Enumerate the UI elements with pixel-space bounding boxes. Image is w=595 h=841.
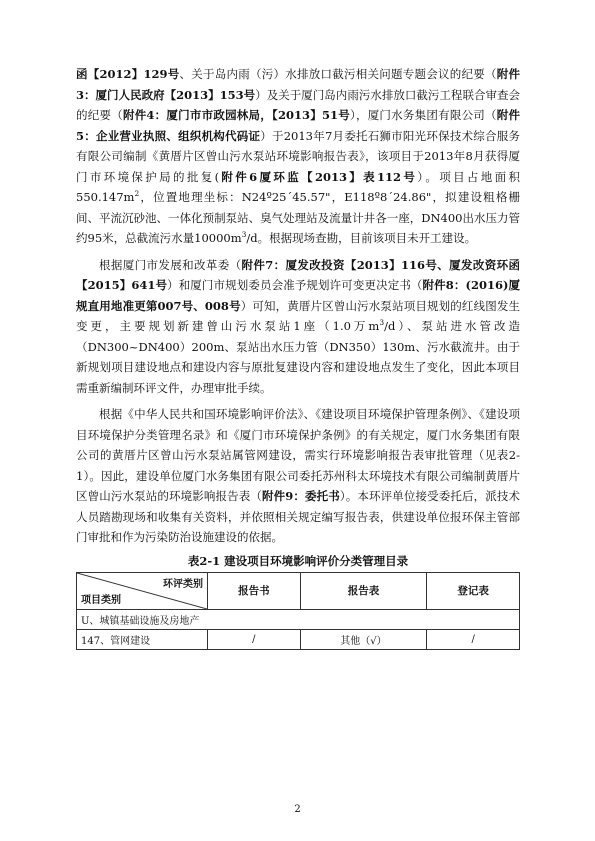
- attachment-9-ref: 附件9：委托书: [262, 489, 340, 503]
- text: 根据《中华人民共和国环境影响评价法》、《建设项目环境保护管理条例》、《建设项目环境保护分类管理名录》和《厦门市环境保护条例》的有关规定，厦门水务集团有限公司的黄厝片区曾山污水泵站属管网建设，需实行环境影响报告表审批管理（见表2-1）。因此，建设单位厦门水务集团有限公司委托苏州科太环境技术有限公司编制黄厝片区曾山污水泵站的环境影响报告表（: [76, 407, 520, 503]
- document-body: [76, 64, 520, 650]
- table-row: [77, 629, 520, 649]
- text: ）。本环评单位接受委托后，派技术人员踏勘现场和收集有关资料，并依照相关规定编写报告表，供建设单位报环保主管部门审批和作为污染防治设施建设的依据。: [76, 489, 520, 544]
- attachment-4-ref: 附件4：厦门市市政园林局，【2013】51号: [122, 108, 350, 122]
- classification-table: [76, 572, 520, 650]
- attachment-8-ref: 附件8：(2016)厦规直用地准更第007号、008号: [76, 278, 520, 313]
- text: ）和厦门市规划委员会准予规划许可变更决定书（: [167, 278, 423, 292]
- header-report-book: 报告书: [208, 572, 301, 609]
- text: 、关于岛内雨（污）水排放口截污相关问题专题会议的纪要（: [179, 67, 497, 81]
- value-cell-registration-form: /: [427, 629, 520, 649]
- table-row: [77, 609, 520, 629]
- corner-label-bottom: 项目类别: [81, 594, 121, 606]
- header-registration-form: 登记表: [427, 572, 520, 609]
- superscript: 2: [134, 189, 140, 199]
- text: 根据厦门市发展和改革委（: [99, 257, 242, 272]
- ref-doc-1: 函【2012】129号: [76, 67, 180, 81]
- text: ）及关于厦门岛内雨污水排放口截污工程联合审查会的纪要（: [76, 87, 521, 122]
- corner-label-top: 环评类别: [163, 578, 203, 590]
- text: ）。项目占地面积550.147m: [76, 169, 521, 204]
- category-cell: U、城镇基础设施及房地产: [77, 609, 520, 629]
- paragraph-1: [76, 64, 520, 249]
- text: /d。根据现场查勘，目前该项目未开工建设。: [246, 231, 477, 245]
- superscript: 3: [241, 230, 247, 240]
- attachment-6-ref: 附件6厦环监【2013】表112号: [219, 169, 418, 184]
- text: ）可知，黄厝片区曾山污水泵站项目规划的红线图发生变更，主要规划新建曾山污水泵站1座（1.0万m: [76, 298, 520, 333]
- row-name-cell: 147、管网建设: [77, 629, 208, 649]
- table-header-row: [77, 572, 520, 609]
- paragraph-3: [76, 404, 520, 548]
- table-title: 表2-1 建设项目环境影响评价分类管理目录: [187, 553, 409, 568]
- attachment-7-ref: 附件7：厦发改投资【2013】116号、厦发改资环函【2015】641号: [76, 257, 521, 292]
- header-report-form: 报告表: [300, 572, 427, 609]
- superscript: 3: [379, 318, 385, 328]
- text: ），厦门水务集团有限公司（: [349, 108, 497, 122]
- text: /d）、泵站进水管改造（DN300~DN400）200m、泵站出水压力管（DN350）130m、污水截流井。由于新规划项目建设地点和建设内容与原批复建设内容和建设地点发生了变化，因此本项目需重新编制环评文件，办理审批手续。: [76, 319, 520, 395]
- value-cell-report-form: 其他（√）: [300, 629, 427, 649]
- text: ，位置地理坐标：N24º25´45.57"，E118º8´24.86"，拟建设粗格栅间、平流沉砂池、一体化预制泵站、臭气处理站及流量计井各一座，DN400出水压力管约95米，总截流污水量10000m: [76, 190, 520, 245]
- table-corner-cell: [77, 572, 208, 609]
- value-cell-report-book: /: [208, 629, 301, 649]
- paragraph-2: [76, 255, 520, 399]
- attachment-3-ref: 附件3：厦门人民政府【2013】153号: [76, 67, 520, 102]
- page-number: 2: [294, 804, 301, 815]
- text: ）于2013年7月委托石狮市阳光环保技术综合服务有限公司编制《黄厝片区曾山污水泵站环境影响报告表》，该项目于2013年8月获得厦门市环境保护局的批复(: [76, 128, 521, 184]
- attachment-5-ref: 附件5：企业营业执照、组织机构代码证: [76, 108, 521, 143]
